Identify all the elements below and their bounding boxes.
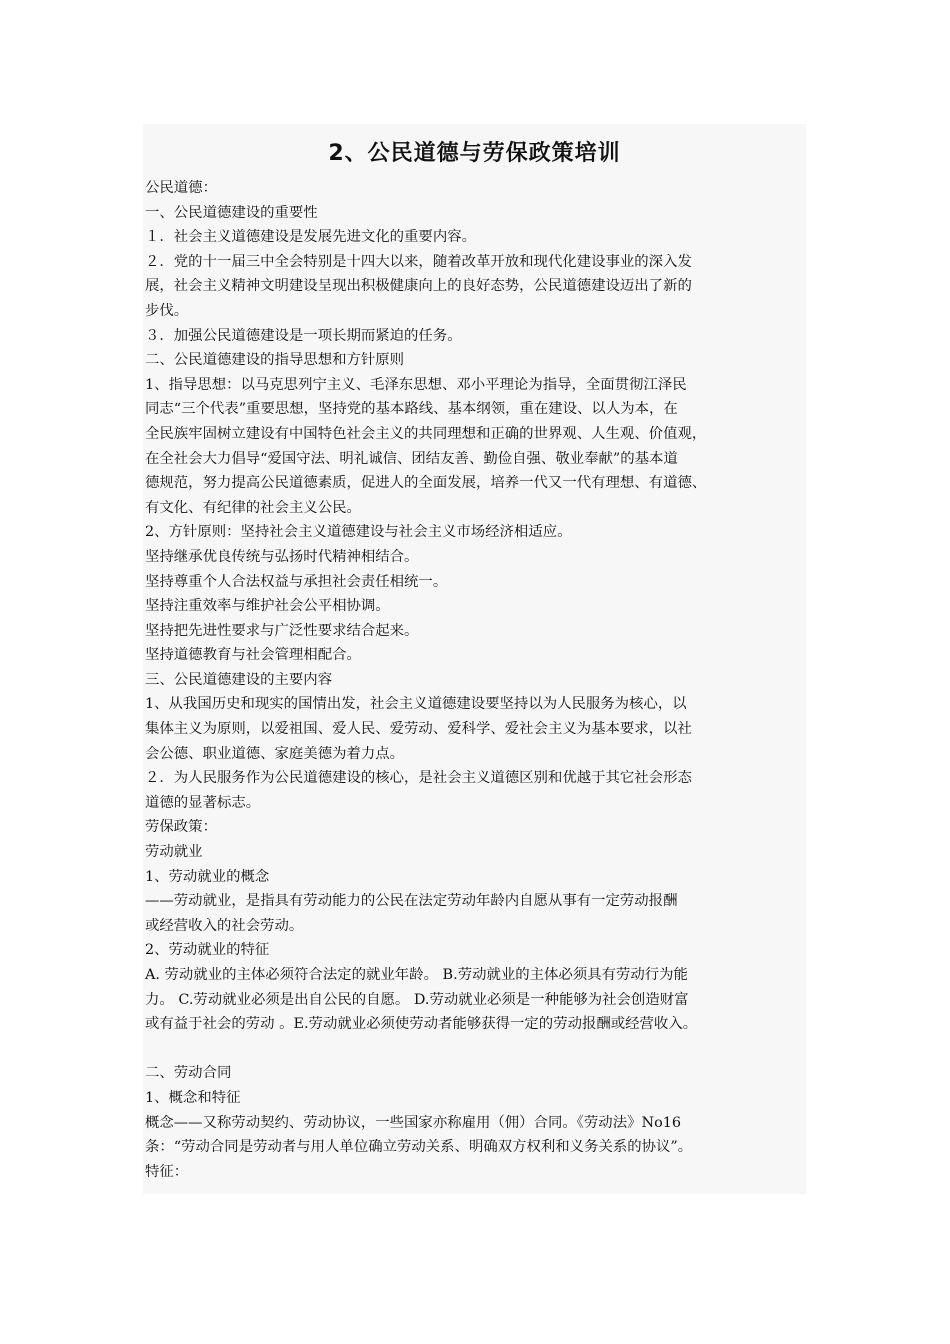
text-line: 三、公民道德建设的主要内容 bbox=[145, 671, 333, 688]
text-line: 公民道德： bbox=[145, 180, 217, 196]
text-line: ２．为人民服务作为公民道德建设的核心，是社会主义道德区别和优越于其它社会形态 bbox=[145, 770, 692, 787]
text-line: 劳动就业 bbox=[145, 844, 203, 861]
text-line: 在全社会大力倡导“爱国守法、明礼诚信、团结友善、勤俭自强、敬业奉献”的基本道 bbox=[145, 450, 678, 467]
text-line: 坚持道德教育与社会管理相配合。 bbox=[145, 647, 361, 664]
text-line: 或有益于社会的劳动 。E.劳动就业必须使劳动者能够获得一定的劳动报酬或经营收入。 bbox=[145, 1016, 698, 1033]
text-line bbox=[145, 1037, 835, 1062]
text-line: 条：“劳动合同是劳动者与用人单位确立劳动关系、明确双方权利和义务关系的协议”。 bbox=[145, 1139, 693, 1156]
text-line: 1、从我国历史和现实的国情出发，社会主义道德建设要坚持以为人民服务为核心，以 bbox=[145, 696, 687, 713]
text-line: １．社会主义道德建设是发展先进文化的重要内容。 bbox=[145, 229, 476, 246]
text-line: ３．加强公民道德建设是一项长期而紧迫的任务。 bbox=[145, 327, 462, 344]
text-line: 二、公民道德建设的指导思想和方针原则 bbox=[145, 352, 405, 369]
text-line: 1、劳动就业的概念 bbox=[145, 868, 270, 885]
text-line: 坚持继承优良传统与弘扬时代精神相结合。 bbox=[145, 548, 419, 565]
text-line: 力。 C.劳动就业必须是出自公民的自愿。 D.劳动就业必须是一种能够为社会创造财富 bbox=[145, 991, 689, 1008]
text-line: 道德的显著标志。 bbox=[145, 794, 261, 811]
text-line: 坚持注重效率与维护社会公平相协调。 bbox=[145, 598, 390, 615]
text-line: 一、公民道德建设的重要性 bbox=[145, 204, 318, 221]
text-line: ２．党的十一届三中全会特别是十四大以来，随着改革开放和现代化建设事业的深入发 bbox=[145, 253, 692, 270]
text-line: 步伐。 bbox=[145, 302, 189, 319]
text-line: 有文化、有纪律的社会主义公民。 bbox=[145, 499, 361, 516]
text-line: 会公德、职业道德、家庭美德为着力点。 bbox=[145, 745, 405, 762]
text-line: 2、方针原则：坚持社会主义道德建设与社会主义市场经济相适应。 bbox=[145, 524, 572, 541]
text-line: 二、劳动合同 bbox=[145, 1065, 232, 1082]
text-line: 同志“三个代表”重要思想，坚持党的基本路线、基本纲领，重在建设、以人为本，在 bbox=[145, 401, 678, 418]
document-title: 2、公民道德与劳保政策培训 bbox=[328, 141, 621, 166]
text-line: 1、指导思想：以马克思列宁主义、毛泽东思想、邓小平理论为指导，全面贯彻江泽民 bbox=[145, 376, 687, 393]
text-line: 概念——又称劳动契约、劳动协议，一些国家亦称雇用（佣）合同。《劳动法》No16 bbox=[145, 1114, 682, 1131]
text-line: 特征： bbox=[145, 1163, 189, 1180]
text-line: 2、劳动就业的特征 bbox=[145, 942, 270, 959]
text-line: 全民族牢固树立建设有中国特色社会主义的共同理想和正确的世界观、人生观、价值观， bbox=[145, 425, 707, 442]
text-line: 坚持尊重个人合法权益与承担社会责任相统一。 bbox=[145, 573, 448, 590]
text-line: 或经营收入的社会劳动。 bbox=[145, 917, 304, 934]
text-line: 展，社会主义精神文明建设呈现出积极健康向上的良好态势，公民道德建设迈出了新的 bbox=[145, 278, 692, 295]
text-line: A. 劳动就业的主体必须符合法定的就业年龄。 B.劳动就业的主体必须具有劳动行为能 bbox=[145, 967, 688, 983]
document-body bbox=[145, 176, 835, 1184]
text-line: ——劳动就业，是指具有劳动能力的公民在法定劳动年龄内自愿从事有一定劳动报酬 bbox=[145, 893, 678, 910]
text-line: 1、概念和特征 bbox=[145, 1089, 241, 1106]
text-line: 德规范，努力提高公民道德素质，促进人的全面发展，培养一代又一代有理想、有道德、 bbox=[145, 475, 707, 492]
text-line: 集体主义为原则，以爱祖国、爱人民、爱劳动、爱科学、爱社会主义为基本要求，以社 bbox=[145, 721, 692, 738]
text-line: 劳保政策： bbox=[145, 819, 217, 836]
text-line: 坚持把先进性要求与广泛性要求结合起来。 bbox=[145, 622, 419, 639]
